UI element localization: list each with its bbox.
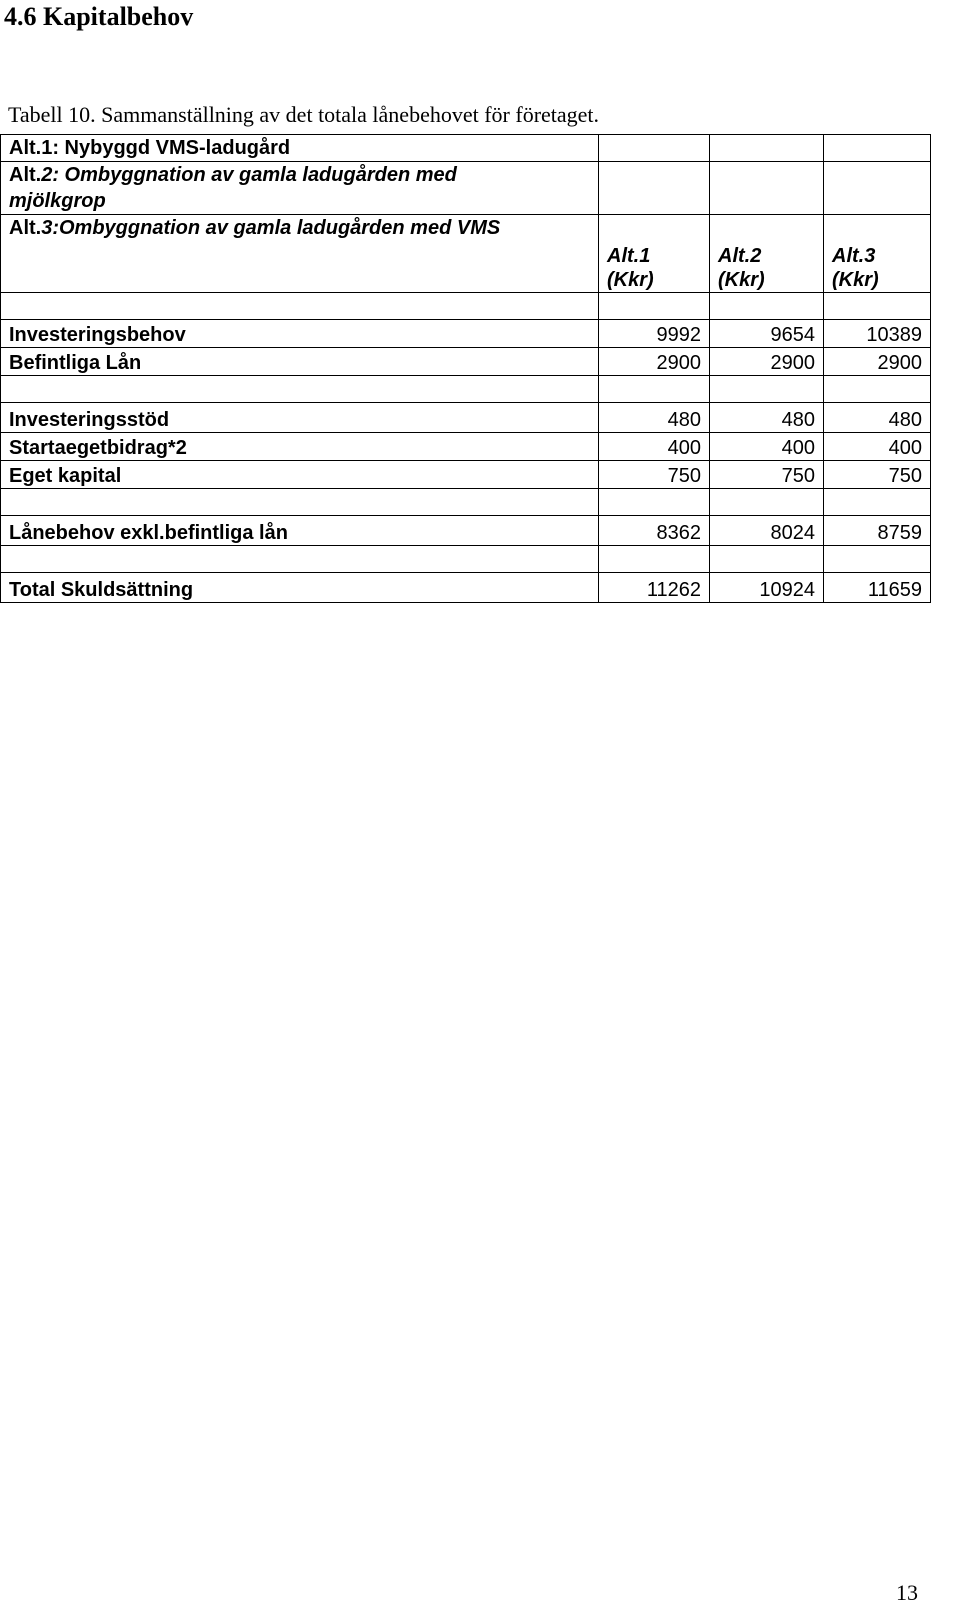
cell-value: 400	[824, 433, 931, 461]
spacer-row	[1, 376, 931, 403]
cell-value: 750	[599, 461, 710, 489]
row-label: Eget kapital	[1, 461, 599, 489]
table-row	[1, 348, 931, 376]
cell-value: 750	[710, 461, 824, 489]
legend-alt2	[9, 162, 590, 188]
empty-cell	[824, 135, 931, 162]
legend-row	[1, 162, 931, 215]
legend-alt1: Alt.1: Nybyggd VMS-ladugård	[9, 137, 291, 159]
cell-value: 480	[824, 403, 931, 433]
section-heading: 4.6 Kapitalbehov	[4, 2, 194, 31]
loan-summary-table	[0, 134, 931, 603]
legend-cell	[1, 215, 599, 293]
cell-value: 480	[710, 403, 824, 433]
cell-value: 11262	[599, 573, 710, 603]
column-header-alt2	[710, 215, 824, 293]
spacer-row	[1, 489, 931, 516]
column-label: Alt.1	[607, 245, 651, 267]
legend-alt3	[9, 215, 590, 241]
row-label: Investeringsbehov	[1, 320, 599, 348]
row-label: Startaegetbidrag*2	[1, 433, 599, 461]
cell-value: 400	[599, 433, 710, 461]
cell-value: 8759	[824, 516, 931, 546]
column-header-alt1	[599, 215, 710, 293]
cell-value: 2900	[599, 348, 710, 376]
row-label: Investeringsstöd	[1, 403, 599, 433]
table-row	[1, 573, 931, 603]
table-row	[1, 403, 931, 433]
legend-alt2-cont: mjölkgrop	[9, 190, 106, 212]
table-caption: Tabell 10. Sammanställning av det totala lånebehovet för företaget.	[8, 102, 600, 127]
cell-value: 9654	[710, 320, 824, 348]
table-row	[1, 516, 931, 546]
cell-value: 750	[824, 461, 931, 489]
cell-value: 11659	[824, 573, 931, 603]
column-unit: (Kkr)	[607, 269, 654, 291]
empty-cell	[599, 135, 710, 162]
column-header-alt3	[824, 215, 931, 293]
legend-cell	[1, 162, 599, 215]
cell-value: 480	[599, 403, 710, 433]
legend-row	[1, 215, 931, 293]
column-label: Alt.3	[832, 245, 876, 267]
table-row	[1, 320, 931, 348]
legend-alt2-rest: 2: Ombyggnation av gamla ladugården med	[41, 164, 457, 186]
empty-cell	[599, 162, 710, 215]
cell-value: 9992	[599, 320, 710, 348]
cell-value: 8024	[710, 516, 824, 546]
column-unit: (Kkr)	[718, 269, 765, 291]
column-label: Alt.2	[718, 245, 762, 267]
cell-value: 400	[710, 433, 824, 461]
spacer-row	[1, 546, 931, 573]
empty-cell	[710, 162, 824, 215]
legend-row	[1, 135, 931, 162]
row-label: Lånebehov exkl.befintliga lån	[1, 516, 599, 546]
empty-cell	[710, 135, 824, 162]
table-row	[1, 433, 931, 461]
empty-cell	[824, 162, 931, 215]
table-row	[1, 461, 931, 489]
legend-alt3-prefix: Alt.	[9, 217, 42, 239]
row-label: Befintliga Lån	[1, 348, 599, 376]
cell-value: 2900	[824, 348, 931, 376]
row-label: Total Skuldsättning	[1, 573, 599, 603]
cell-value: 2900	[710, 348, 824, 376]
spacer-row	[1, 293, 931, 320]
cell-value: 10389	[824, 320, 931, 348]
cell-value: 8362	[599, 516, 710, 546]
legend-alt3-text: 3:Ombyggnation av gamla ladugården med VMS	[41, 217, 501, 239]
legend-alt2-prefix: Alt.	[9, 164, 42, 186]
column-unit: (Kkr)	[832, 269, 879, 291]
legend-cell	[1, 135, 599, 162]
cell-value: 10924	[710, 573, 824, 603]
page-number: 13	[896, 1580, 918, 1605]
